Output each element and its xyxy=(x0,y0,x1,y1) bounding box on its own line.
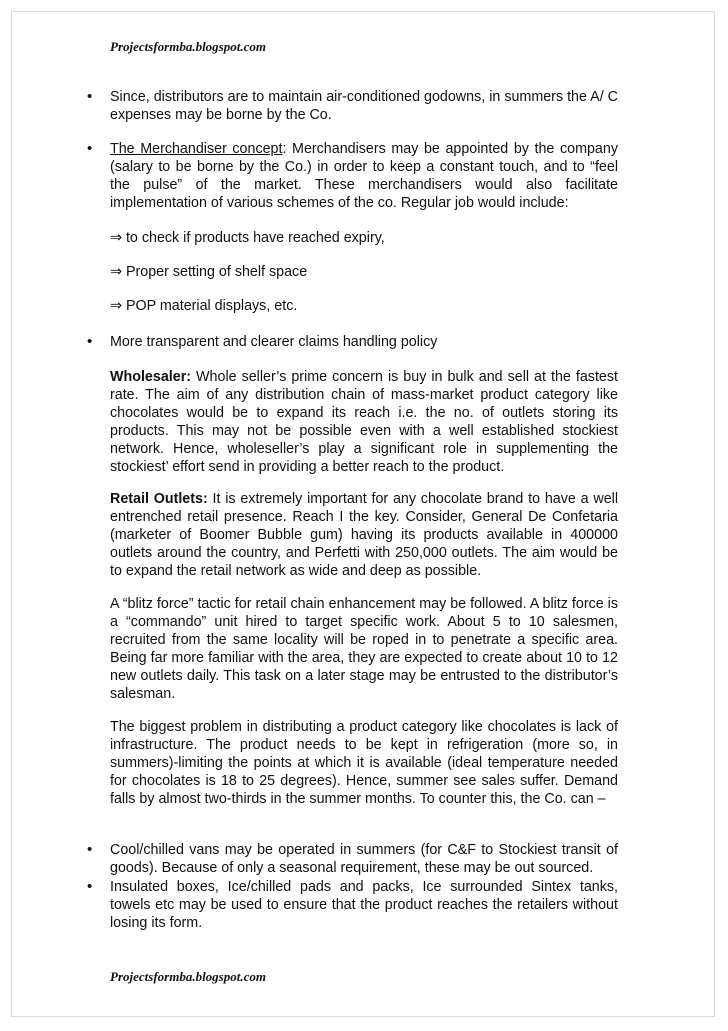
bullet-ac-expenses: Since, distributors are to maintain air-conditioned godowns, in summers the A/ C expenses may be borne by the Co. xyxy=(110,89,618,123)
bullet-icon: • xyxy=(87,878,93,895)
bullet-chilled-vans: Cool/chilled vans may be operated in summers (for C&F to Stockiest transit of goods). Because of only a seasonal requirement, these may be out sourced. xyxy=(110,842,618,876)
bullet-claims-policy: More transparent and clearer claims handling policy xyxy=(110,334,438,350)
bullet-icon: • xyxy=(87,140,93,157)
bullet-icon: • xyxy=(87,333,93,350)
sub-item-pop-material: ⇒ POP material displays, etc. xyxy=(110,298,298,314)
page-footer: Projectsformba.blogspot.com xyxy=(110,969,266,984)
merchandiser-concept-title: The Merchandiser concept xyxy=(110,141,283,157)
arrow-icon: ⇒ xyxy=(110,264,122,280)
bullet-insulated-boxes: Insulated boxes, Ice/chilled pads and packs, Ice surrounded Sintex tanks, towels etc may be used to ensure that the product reaches the retailers without losing its form. xyxy=(110,879,618,931)
wholesaler-title: Wholesaler: xyxy=(110,369,192,385)
sub-item-shelf-space: ⇒ Proper setting of shelf space xyxy=(110,264,308,280)
wholesaler-paragraph: Wholesaler: Whole seller’s prime concern is buy in bulk and sell at the fastest rate. The aim of any distribution chain of mass-market product category like chocolates would be to expand its reach i.e. the no. of outlets storing its products. This may not be possible even with a well established stockiest network. Hence, wholeseller’s play a significant role in supplementing the stockiest’ effort send in providing a better reach to the product. xyxy=(110,369,618,475)
sub-item-expiry: ⇒ to check if products have reached expiry, xyxy=(110,230,385,246)
merchandiser-concept-text: : Merchandisers may be appointed by the company (salary to be borne by the Co.) in order to keep a constant touch, and to “feel the pulse” of the market. These merchandisers would also facilitate implementation of various schemes of the co. Regular job would include: xyxy=(110,141,618,211)
bullet-icon: • xyxy=(87,88,93,105)
page-header: Projectsformba.blogspot.com xyxy=(110,39,266,54)
infrastructure-paragraph: The biggest problem in distributing a product category like chocolates is lack of infrastructure. The product needs to be kept in refrigeration (more so, in summers)-limiting the points at which it is available (ideal temperature needed for chocolates is 18 to 25 degrees). Hence, summer see sales suffer. Demand falls by almost two-thirds in the summer months. To counter this, the Co. can – xyxy=(110,719,618,807)
bullet-icon: • xyxy=(87,841,93,858)
bullet-merchandiser xyxy=(110,140,618,212)
arrow-icon: ⇒ xyxy=(110,230,122,246)
retail-outlets-paragraph: Retail Outlets: It is extremely important for any chocolate brand to have a well entrenched retail presence. Reach I the key. Consider, General De Confetaria (marketer of Boomer Bubble gum) having its products available in 400000 outlets around the country, and Perfetti with 250,000 outlets. The aim would be to expand the retail network as wide and deep as possible. xyxy=(110,491,618,579)
arrow-icon: ⇒ xyxy=(110,298,122,314)
blitz-force-paragraph: A “blitz force” tactic for retail chain enhancement may be followed. A blitz force is a “commando” unit hired to target specific work. About 5 to 10 salesmen, recruited from the same locality will be roped in to penetrate a specific area. Being far more familiar with the area, they are expected to create about 10 to 12 new outlets daily. This task on a later stage may be entrusted to the distributor’s salesman. xyxy=(110,596,618,702)
retail-outlets-title: Retail Outlets: xyxy=(110,491,208,507)
